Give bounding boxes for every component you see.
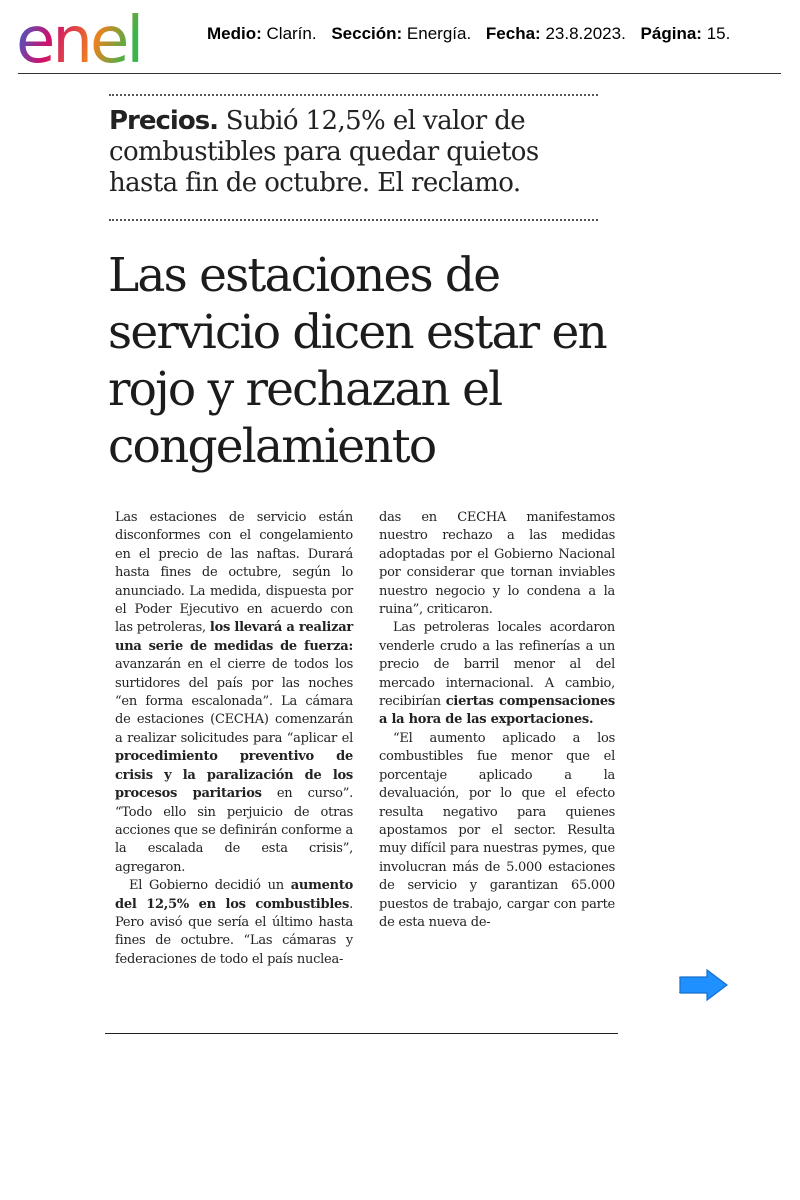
- header-divider: [18, 73, 781, 74]
- paragraph: Las estaciones de servicio están disconformes con el congelamiento en el precio de las naftas. Durará hasta fines de octubre, según lo anunciado. La medida, dispuesta por el Poder Ejecutivo en acuerdo con las petroleras, los llevará a realizar una serie de medidas de fuerza: avanzarán en el cierre de todos los surtidores del país por las noches “en forma escalonada”. La cámara de estaciones (CECHA) comenzarán a realizar solicitudes para “aplicar el procedimiento preventivo de crisis y la paralización de los procesos paritarios en curso”. “Todo ello sin perjuicio de otras acciones que se definirán conforme a la escalada de esta crisis”, agregaron.: [115, 510, 353, 875]
- fecha-label: Fecha:: [485, 24, 541, 43]
- paragraph: El Gobierno decidió un aumento del 12,5% en los combustibles. Pero avisó que sería el último hasta fines de octubre. “Las cámaras y federaciones de todo el país nuclea-: [115, 878, 353, 967]
- paragraph: Las petroleras locales acordaron venderle crudo a las refinerías a un precio de barril menor al del mercado internacional. A cambio, recibirían ciertas compensaciones a la hora de las exportaciones.: [379, 620, 615, 728]
- document-metadata: [207, 24, 730, 44]
- kicker-label: Precios.: [109, 106, 219, 136]
- article-bottom-rule: [105, 1033, 618, 1034]
- svg-text:enel: enel: [16, 4, 142, 72]
- seccion-value: Energía.: [406, 24, 472, 43]
- article-kicker: [109, 106, 604, 199]
- paragraph: das en CECHA manifestamos nuestro rechazo a las medidas adoptadas por el Gobierno Nacional por considerar que tornan inviables nuestro negocio y lo condena a la ruina”, criticaron.: [379, 510, 615, 618]
- paragraph: “El aumento aplicado a los combustibles fue menor que el porcentaje aplicado a la devaluación, por lo que el efecto resulta negativo para quienes apostamos por el sector. Resulta muy difícil para nuestras pymes, que involucran más de 5.000 estaciones de servicio y garantizan 65.000 puestos de trabajo, cargar con parte de esta nueva de-: [379, 730, 615, 930]
- medio-value: Clarín.: [266, 24, 317, 43]
- kicker-top-rule: [109, 94, 598, 96]
- article-headline: Las estaciones de servicio dicen estar en rojo y rechazan el congelamiento: [108, 248, 606, 474]
- medio-label: Medio:: [207, 24, 262, 43]
- seccion-label: Sección:: [331, 24, 403, 43]
- enel-logo: [16, 4, 184, 72]
- pagina-label: Página:: [640, 24, 702, 43]
- article-column-1: [115, 509, 353, 969]
- kicker-text: Subió 12,5% el valor de combustibles para quedar quietos hasta fin de octubre. El reclamo.: [109, 106, 539, 198]
- arrow-right-icon[interactable]: [677, 968, 729, 1002]
- article-column-2: [379, 509, 615, 932]
- pagina-value: 15.: [706, 24, 731, 43]
- fecha-value: 23.8.2023.: [545, 24, 626, 43]
- kicker-bottom-rule: [109, 219, 598, 221]
